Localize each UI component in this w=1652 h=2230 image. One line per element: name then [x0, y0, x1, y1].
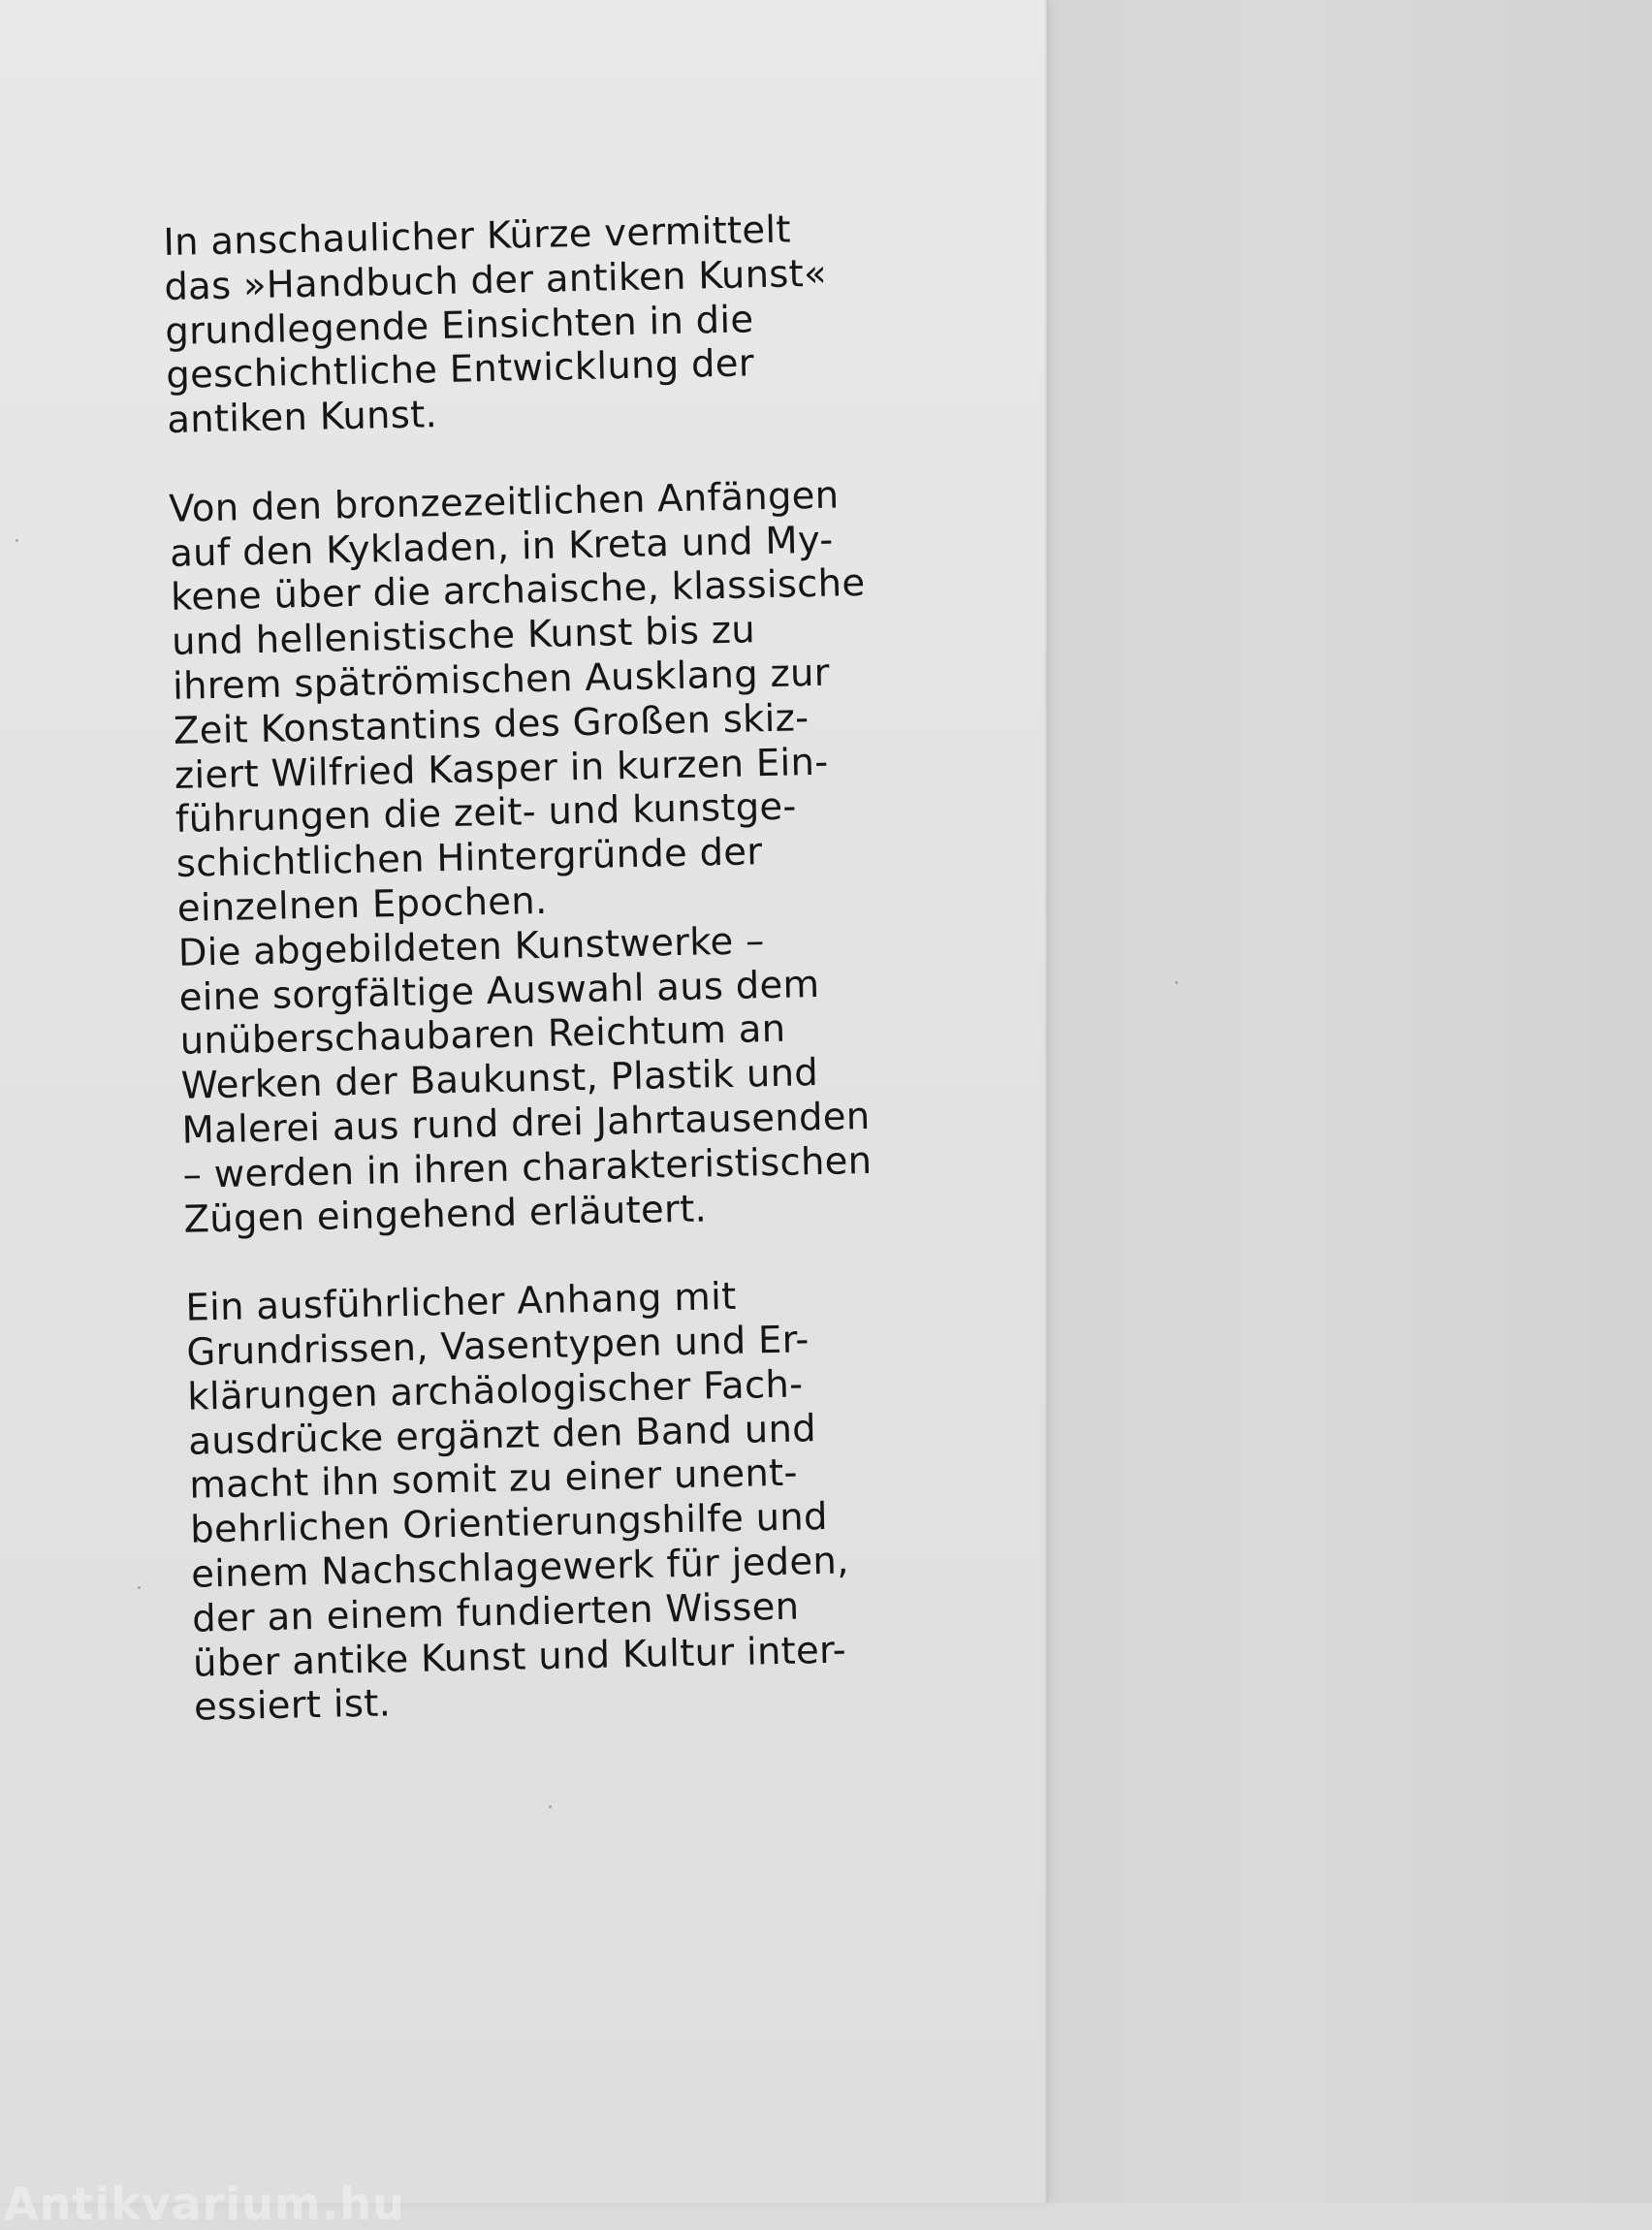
text-line: Von den bronzezeitlichen Anfängen: [168, 473, 840, 531]
text-line: Malerei aus rund drei Jahrtausenden: [181, 1094, 871, 1153]
text-line: kene über die archaische, klassische: [170, 561, 866, 621]
page-edge-shadow: [1045, 0, 1049, 2203]
blurb-text-column: [163, 206, 931, 1731]
text-line: das »Handbuch der antiken Kunst«: [163, 251, 828, 309]
paper-speck: [138, 1586, 141, 1589]
text-line: Ein ausführlicher Anhang mit: [185, 1274, 737, 1330]
text-line: Die abgebildeten Kunstwerke –: [177, 918, 766, 975]
text-line: auf den Kykladen, in Kreta und My-: [169, 518, 834, 576]
text-line: eine sorgfältige Auswahl aus dem: [178, 962, 820, 1020]
text-line: In anschaulicher Kürze vermittelt: [163, 207, 792, 265]
text-line: unüberschaubaren Reichtum an: [179, 1007, 786, 1065]
text-line: behrlichen Orientierungshilfe und: [189, 1495, 829, 1552]
text-line: antiken Kunst.: [166, 393, 438, 443]
text-line: führungen die zeit- und kunstge-: [175, 784, 798, 843]
text-line: Zügen eingehend erläutert.: [183, 1187, 708, 1242]
text-line: essiert ist.: [193, 1681, 392, 1730]
text-line: – werden in ihren charakteristischen: [182, 1138, 873, 1197]
text-line: Zeit Konstantins des Großen skiz-: [173, 695, 810, 753]
text-line: klärungen archäologischer Fach-: [186, 1362, 804, 1419]
text-line: einem Nachschlagewerk für jeden,: [190, 1539, 850, 1597]
text-line: schichtlichen Hintergründe der: [175, 830, 763, 887]
paragraph-appendix: [185, 1271, 931, 1731]
text-line: über antike Kunst und Kultur inter-: [192, 1628, 847, 1686]
paper-speck: [16, 539, 18, 542]
text-line: Grundrissen, Vasentypen und Er-: [185, 1318, 810, 1375]
text-line: ihrem spätrömischen Ausklang zur: [172, 651, 831, 709]
paper-speck: [549, 1805, 552, 1808]
text-line: geschichtliche Entwicklung der: [165, 341, 755, 398]
paper-speck: [1175, 981, 1178, 984]
text-line: ziert Wilfried Kasper in kurzen Ein-: [174, 740, 829, 798]
text-line: grundlegende Einsichten in die: [164, 297, 754, 354]
text-line: einzelnen Epochen.: [176, 878, 548, 931]
text-line: der an einem fundierten Wissen: [191, 1584, 800, 1641]
paragraph-intro: [163, 206, 905, 443]
background-surface: [1047, 0, 1652, 2203]
watermark-logo: Antikvarium.hu: [4, 2178, 405, 2230]
text-line: Werken der Baukunst, Plastik und: [180, 1051, 819, 1108]
paragraph-epochs: [169, 472, 921, 1242]
text-line: und hellenistische Kunst bis zu: [171, 608, 756, 665]
text-line: ausdrücke ergänzt den Band und: [187, 1406, 817, 1464]
text-line: macht ihn somit zu einer unent-: [188, 1450, 799, 1509]
